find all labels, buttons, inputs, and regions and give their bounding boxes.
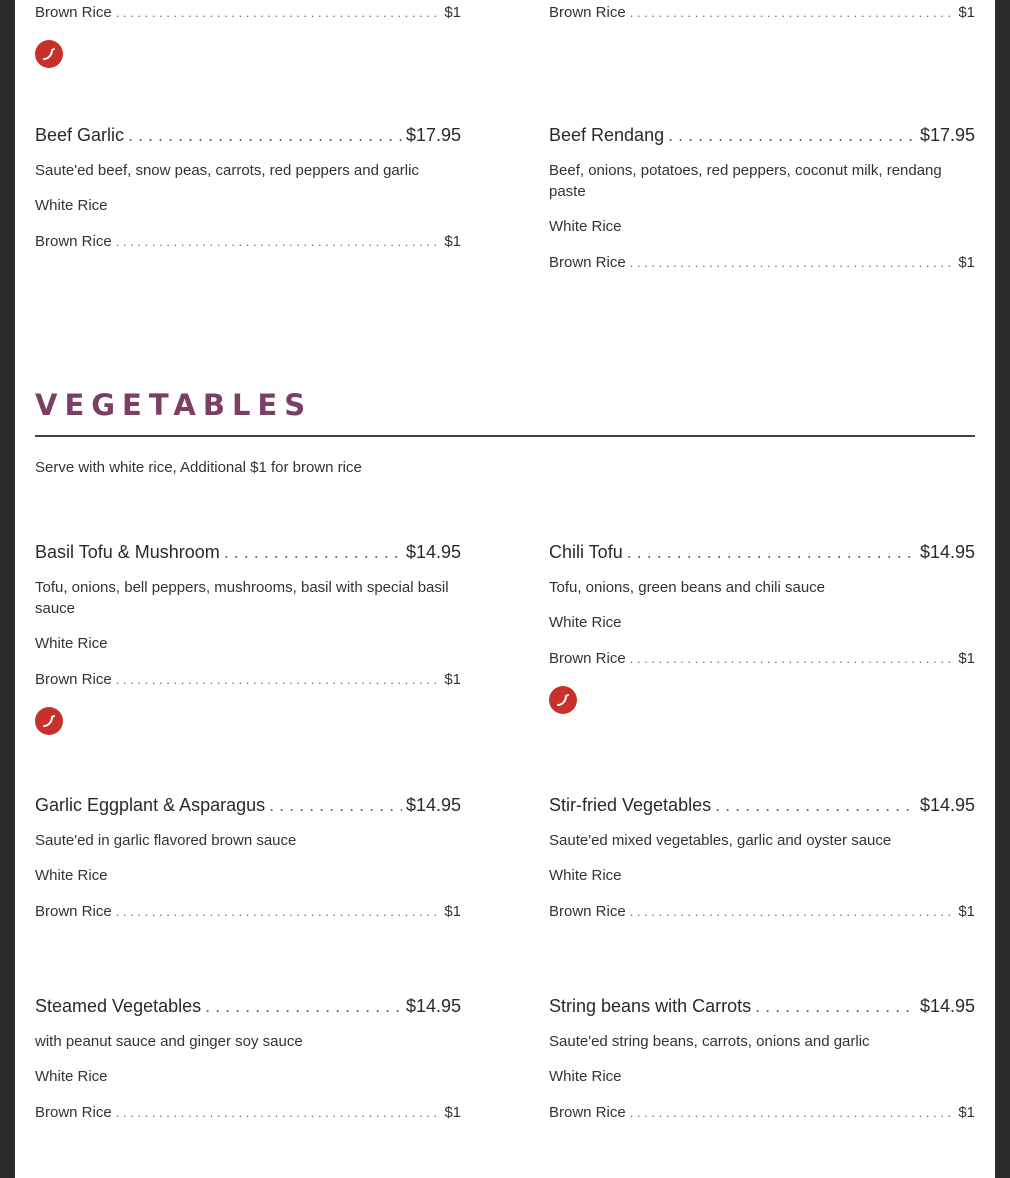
- item-header: [35, 996, 461, 1020]
- menu-item: [35, 542, 461, 740]
- item-price: $14.95: [405, 795, 461, 815]
- item-header: [549, 542, 975, 566]
- menu-item: [549, 125, 975, 274]
- option-white-rice: White Rice: [549, 218, 622, 235]
- option-row: [35, 1104, 461, 1124]
- menu-item: [549, 542, 975, 719]
- leader-dots: [116, 234, 441, 249]
- option-label: Brown Rice: [549, 903, 626, 920]
- option-price: $1: [444, 1104, 461, 1121]
- option-price: $1: [958, 254, 975, 271]
- item-price: $14.95: [919, 996, 975, 1016]
- option-price: $1: [958, 1104, 975, 1121]
- option-row: [35, 4, 461, 24]
- option-price: $1: [958, 650, 975, 667]
- menu-item: [35, 996, 461, 1124]
- item-name: Basil Tofu & Mushroom: [35, 542, 220, 562]
- option-row: [549, 254, 975, 274]
- leader-dots: [630, 5, 955, 20]
- item-header: [549, 996, 975, 1020]
- section-title: VEGETABLES: [35, 388, 313, 422]
- option-label: Brown Rice: [549, 254, 626, 271]
- item-price: $14.95: [919, 542, 975, 562]
- menu-item: [549, 996, 975, 1124]
- item-price: $17.95: [405, 125, 461, 145]
- leader-dots: [116, 1105, 441, 1120]
- item-name: Garlic Eggplant & Asparagus: [35, 795, 266, 815]
- item-description: Saute'ed mixed vegetables, garlic and oyster sauce: [549, 832, 892, 849]
- menu-item-partial: [549, 4, 975, 24]
- leader-dots: [715, 795, 916, 816]
- option-row: [35, 233, 461, 253]
- item-description: Saute'ed string beans, carrots, onions and garlic: [549, 1033, 870, 1050]
- leader-dots: [630, 255, 955, 270]
- option-label: Brown Rice: [35, 4, 112, 21]
- menu-item: [549, 795, 975, 923]
- option-row: [35, 903, 461, 923]
- option-price: $1: [958, 903, 975, 920]
- item-header: [549, 795, 975, 819]
- leader-dots: [668, 125, 916, 146]
- item-header: [35, 125, 461, 149]
- option-label: Brown Rice: [549, 4, 626, 21]
- menu-item: [35, 125, 461, 253]
- leader-dots: [205, 996, 402, 1017]
- option-white-rice: White Rice: [549, 867, 622, 884]
- item-description: with peanut sauce and ginger soy sauce: [35, 1033, 303, 1050]
- option-row: [549, 650, 975, 670]
- option-label: Brown Rice: [35, 233, 112, 250]
- option-price: $1: [444, 233, 461, 250]
- leader-dots: [630, 904, 955, 919]
- option-white-rice: White Rice: [549, 614, 622, 631]
- option-label: Brown Rice: [35, 671, 112, 688]
- leader-dots: [755, 996, 916, 1017]
- menu-page: [15, 0, 995, 1178]
- leader-dots: [116, 672, 441, 687]
- option-white-rice: White Rice: [35, 635, 108, 652]
- item-description: Tofu, onions, bell peppers, mushrooms, basil with special basil sauce: [35, 579, 449, 617]
- item-description: Tofu, onions, green beans and chili sauce: [549, 579, 826, 596]
- menu-item: [35, 795, 461, 923]
- leader-dots: [116, 904, 441, 919]
- option-label: Brown Rice: [35, 903, 112, 920]
- option-white-rice: White Rice: [35, 867, 108, 884]
- section-divider: [35, 435, 975, 437]
- leader-dots: [269, 795, 402, 816]
- leader-dots: [224, 542, 402, 563]
- item-description: Beef, onions, potatoes, red peppers, coconut milk, rendang paste: [549, 162, 942, 200]
- chili-pepper-icon: [549, 686, 577, 714]
- item-price: $14.95: [405, 996, 461, 1016]
- item-description: Saute'ed beef, snow peas, carrots, red peppers and garlic: [35, 162, 419, 179]
- leader-dots: [128, 125, 402, 146]
- item-header: [35, 795, 461, 819]
- item-name: Beef Garlic: [35, 125, 125, 145]
- section-note: Serve with white rice, Additional $1 for brown rice: [35, 459, 362, 476]
- option-row: [549, 4, 975, 24]
- item-name: Beef Rendang: [549, 125, 665, 145]
- item-name: Steamed Vegetables: [35, 996, 202, 1016]
- chili-pepper-icon: [35, 707, 63, 735]
- item-header: [549, 125, 975, 149]
- option-price: $1: [444, 903, 461, 920]
- leader-dots: [116, 5, 441, 20]
- item-price: $14.95: [405, 542, 461, 562]
- item-price: $14.95: [919, 795, 975, 815]
- item-description: Saute'ed in garlic flavored brown sauce: [35, 832, 297, 849]
- leader-dots: [630, 1105, 955, 1120]
- option-row: [549, 903, 975, 923]
- option-label: Brown Rice: [549, 650, 626, 667]
- option-white-rice: White Rice: [549, 1068, 622, 1085]
- option-label: Brown Rice: [549, 1104, 626, 1121]
- item-header: [35, 542, 461, 566]
- option-white-rice: White Rice: [35, 197, 108, 214]
- chili-pepper-icon: [35, 40, 63, 68]
- option-row: [549, 1104, 975, 1124]
- menu-item-partial: [35, 4, 461, 73]
- option-label: Brown Rice: [35, 1104, 112, 1121]
- item-price: $17.95: [919, 125, 975, 145]
- option-price: $1: [444, 4, 461, 21]
- leader-dots: [627, 542, 916, 563]
- option-white-rice: White Rice: [35, 1068, 108, 1085]
- leader-dots: [630, 651, 955, 666]
- item-name: Stir-fried Vegetables: [549, 795, 712, 815]
- option-price: $1: [444, 671, 461, 688]
- option-row: [35, 671, 461, 691]
- item-name: Chili Tofu: [549, 542, 623, 562]
- option-price: $1: [958, 4, 975, 21]
- item-name: String beans with Carrots: [549, 996, 752, 1016]
